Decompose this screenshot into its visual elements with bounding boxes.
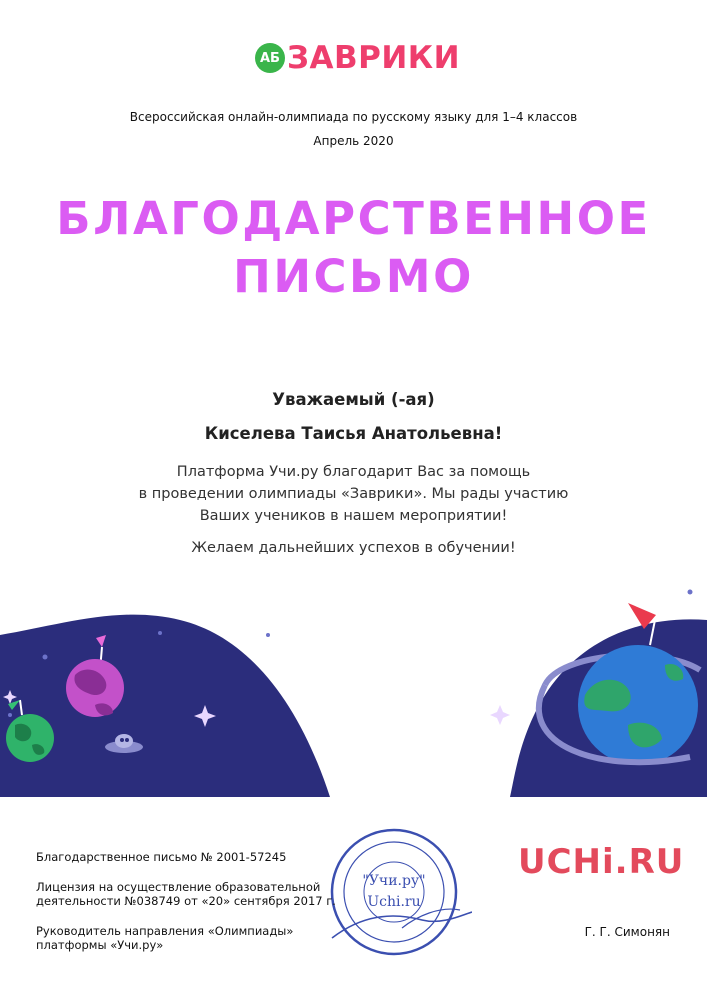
head-line-2: платформы «Учи.ру» — [36, 938, 164, 952]
license-line-2: деятельности №038749 от «20» сентября 2017 г. — [36, 894, 336, 908]
space-illustration — [0, 575, 707, 797]
body-line-2: в проведении олимпиады «Заврики». Мы рады участию — [138, 486, 569, 502]
olympiad-date: Апрель 2020 — [313, 134, 394, 148]
sparkle-icon — [490, 705, 510, 725]
head-line-1: Руководитель направления «Олимпиады» — [36, 924, 294, 938]
body-line-3: Ваших учеников в нашем мероприятии! — [199, 508, 508, 524]
recipient-name: Киселева Таисья Анатольевна! — [204, 424, 503, 443]
logo-text: ЗАВРИКИ — [287, 40, 461, 76]
title-line-2: ПИСЬМО — [233, 250, 474, 303]
salutation: Уважаемый (-ая) — [272, 390, 435, 409]
zavriki-logo — [255, 38, 460, 78]
letter-number: Благодарственное письмо № 2001-57245 — [36, 850, 287, 864]
olympiad-subtitle: Всероссийская онлайн-олимпиада по русскому языку для 1–4 классов — [129, 110, 578, 124]
stamp-center-line-2: Uchi.ru — [367, 894, 421, 910]
uchi-ru-logo: UCHi.RU — [518, 842, 685, 882]
organization-stamp — [322, 820, 472, 970]
license-line-1: Лицензия на осуществление образовательной — [36, 880, 321, 894]
logo-badge: АБ — [255, 43, 285, 73]
body-line-1: Платформа Учи.ру благодарит Вас за помощь — [176, 464, 531, 480]
wish-line: Желаем дальнейших успехов в обучении! — [191, 540, 516, 556]
title-line-1: БЛАГОДАРСТВЕННОЕ — [56, 192, 651, 245]
signatory-name: Г. Г. Симонян — [584, 925, 670, 939]
left-space-blob — [0, 615, 330, 797]
stamp-center-line-1: "Учи.ру" — [362, 873, 426, 889]
